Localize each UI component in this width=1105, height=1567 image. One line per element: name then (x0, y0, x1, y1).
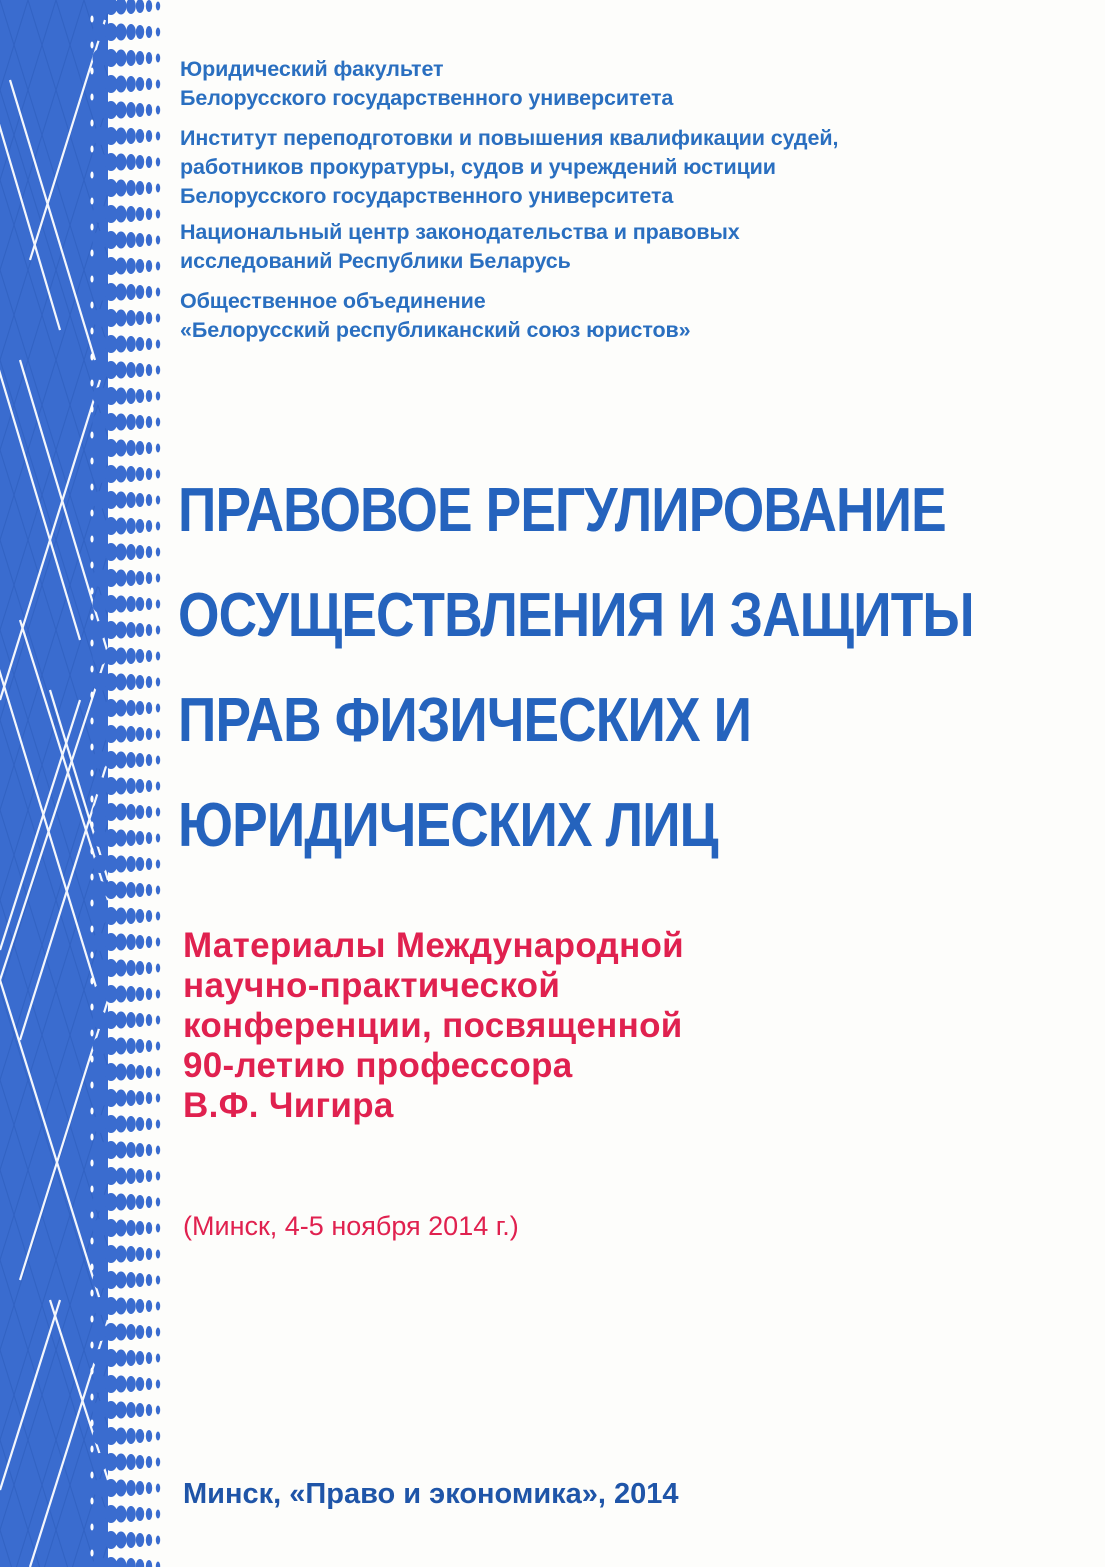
subtitle-line: В.Ф. Чигира (183, 1086, 394, 1125)
organization-national-center (180, 218, 740, 276)
decorative-band (0, 0, 170, 1567)
publisher-imprint: Минск, «Право и экономика», 2014 (183, 1478, 679, 1510)
org-line: «Белорусский республиканский союз юристов» (180, 318, 691, 342)
conference-subtitle (183, 926, 684, 1126)
halftone-pattern-icon (0, 0, 170, 1567)
organization-law-faculty (180, 55, 673, 113)
org-line: исследований Республики Беларусь (180, 249, 571, 273)
organization-retraining-institute (180, 124, 838, 211)
org-line: Национальный центр законодательства и правовых (180, 220, 740, 244)
book-title (178, 458, 974, 878)
org-line: работников прокуратуры, судов и учреждений юстиции (180, 155, 776, 179)
org-line: Белорусского государственного университета (180, 86, 674, 110)
title-line: ОСУЩЕСТВЛЕНИЯ И ЗАЩИТЫ (178, 581, 974, 650)
organization-lawyers-union (180, 287, 691, 345)
org-line: Белорусского государственного университета (180, 184, 674, 208)
subtitle-line: 90-летию профессора (183, 1046, 573, 1085)
title-line: ПРАВОВОЕ РЕГУЛИРОВАНИЕ (178, 476, 946, 545)
org-line: Институт переподготовки и повышения квалификации судей, (180, 126, 839, 150)
subtitle-line: конференции, посвященной (183, 1006, 683, 1045)
subtitle-line: Материалы Международной (183, 926, 685, 965)
org-line: Общественное объединение (180, 289, 486, 313)
event-dates: (Минск, 4-5 ноября 2014 г.) (183, 1211, 519, 1241)
title-line: ЮРИДИЧЕСКИХ ЛИЦ (178, 791, 718, 860)
title-line: ПРАВ ФИЗИЧЕСКИХ И (178, 686, 752, 755)
org-line: Юридический факультет (180, 57, 444, 81)
subtitle-line: научно-практической (183, 966, 561, 1005)
